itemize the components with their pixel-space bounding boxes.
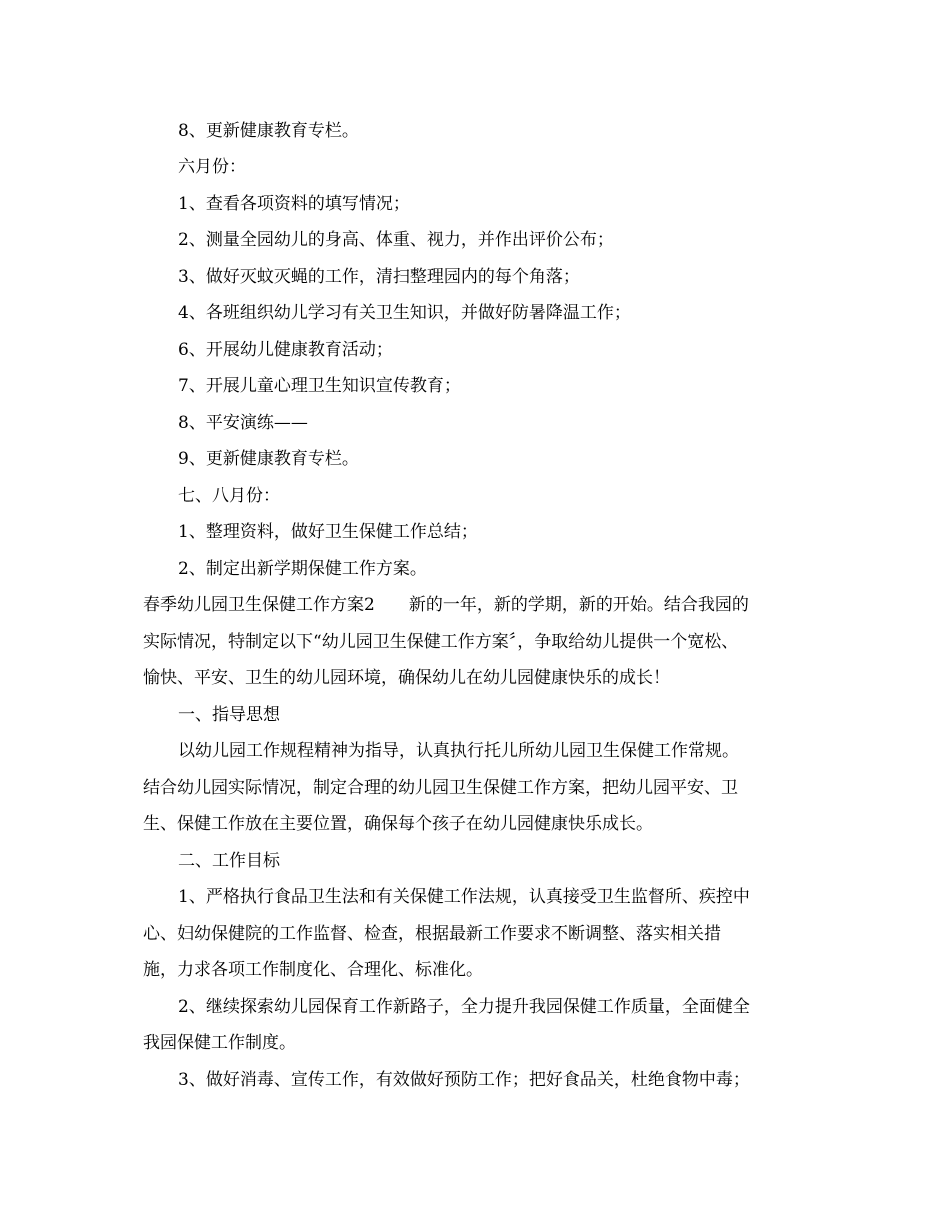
text-line: 七、八月份： bbox=[178, 486, 280, 506]
text-line: 以幼儿园工作规程精神为指导，认真执行托儿所幼儿园卫生保健工作常规。 bbox=[178, 741, 739, 761]
text-line: 愉快、平安、卫生的幼儿园环境，确保幼儿在幼儿园健康快乐的成长！ bbox=[143, 668, 670, 688]
text-line: 8、更新健康教育专栏。 bbox=[178, 121, 359, 141]
text-line: 施，力求各项工作制度化、合理化、标准化。 bbox=[143, 960, 483, 980]
text-line: 3、做好消毒、宣传工作，有效做好预防工作；把好食品关，杜绝食物中毒； bbox=[178, 1070, 750, 1090]
text-line: 9、更新健康教育专栏。 bbox=[178, 449, 359, 469]
text-line: 2、制定出新学期保健工作方案。 bbox=[178, 559, 427, 579]
text-line: 2、测量全园幼儿的身高、体重、视力，并作出评价公布； bbox=[178, 230, 614, 250]
text-line: 六月份： bbox=[178, 157, 246, 177]
text-line: 春季幼儿园卫生保健工作方案2 新的一年，新的学期，新的开始。结合我园的 bbox=[143, 595, 749, 615]
text-line: 结合幼儿园实际情况，制定合理的幼儿园卫生保健工作方案，把幼儿园平安、卫 bbox=[143, 778, 738, 798]
text-line: 实际情况，特制定以下“幼儿园卫生保健工作方案〞，争取给幼儿提供一个宽松、 bbox=[143, 632, 739, 652]
text-line: 心、妇幼保健院的工作监督、检查，根据最新工作要求不断调整、落实相关措 bbox=[143, 924, 721, 944]
text-line: 我园保健工作制度。 bbox=[143, 1033, 296, 1053]
section-heading: 二、工作目标 bbox=[178, 851, 280, 871]
text-line: 4、各班组织幼儿学习有关卫生知识，并做好防暑降温工作； bbox=[178, 303, 631, 323]
text-line: 8、平安演练—— bbox=[178, 413, 308, 433]
text-line: 6、开展幼儿健康教育活动； bbox=[178, 340, 393, 360]
text-line: 3、做好灭蚊灭蝇的工作，清扫整理园内的每个角落； bbox=[178, 267, 580, 287]
section-heading: 一、指导思想 bbox=[178, 705, 280, 725]
text-line: 生、保健工作放在主要位置，确保每个孩子在幼儿园健康快乐成长。 bbox=[143, 814, 653, 834]
text-line: 1、整理资料，做好卫生保健工作总结； bbox=[178, 522, 478, 542]
text-line: 2、继续探索幼儿园保育工作新路子，全力提升我园保健工作质量，全面健全 bbox=[178, 997, 750, 1017]
text-line: 7、开展儿童心理卫生知识宣传教育； bbox=[178, 376, 461, 396]
text-line: 1、严格执行食品卫生法和有关保健工作法规，认真接受卫生监督所、疾控中 bbox=[178, 887, 750, 907]
text-line: 1、查看各项资料的填写情况； bbox=[178, 194, 410, 214]
